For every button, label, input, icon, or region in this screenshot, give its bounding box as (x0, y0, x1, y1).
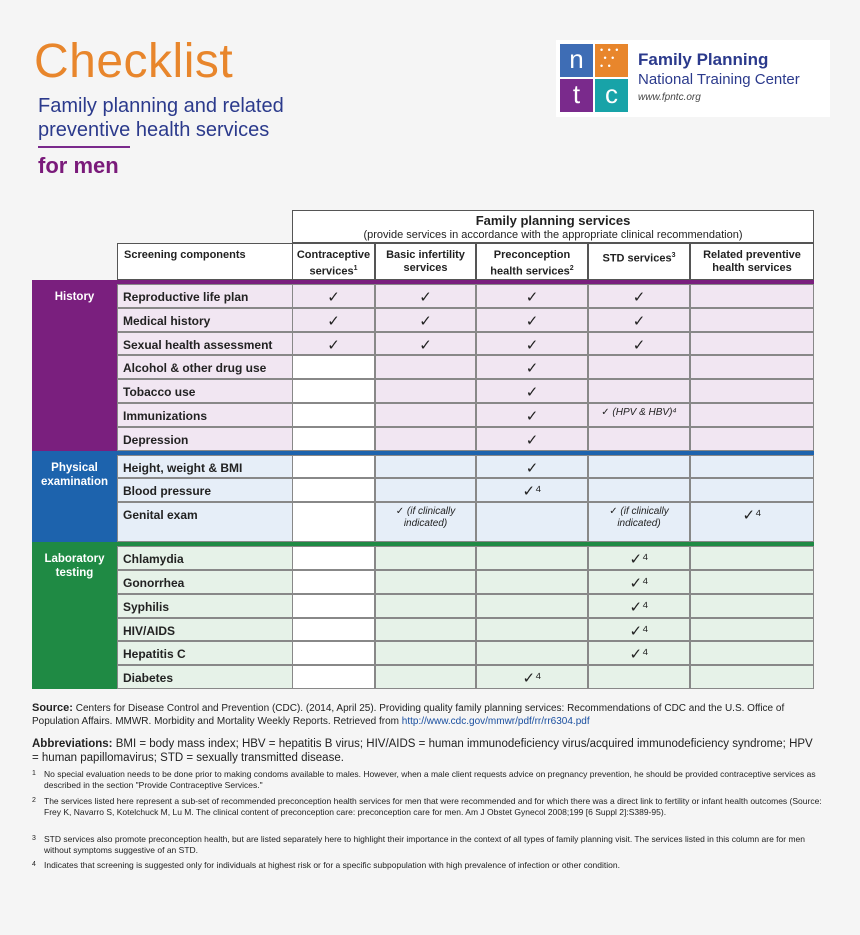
column-footnote-mark: 1 (353, 265, 358, 272)
row-label: HIV/AIDS (117, 618, 293, 642)
logo-tile-c: c (595, 79, 628, 112)
checklist-cell (588, 403, 690, 427)
column-header-label: Contraceptive services (296, 249, 371, 278)
checklist-cell (476, 308, 588, 332)
row-label: Sexual health assessment (117, 332, 293, 356)
checklist-cell (588, 332, 690, 356)
checklist-cell (588, 308, 690, 332)
column-header (476, 243, 588, 280)
column-header (690, 243, 814, 280)
footnote-text: No special evaluation needs to be done prior to making condoms available to males. However, when a male client requests advice on pregnancy prevention, he should be provided contraceptive services as described in the section "Provide Contraceptive Services." (44, 769, 816, 790)
checklist-cell (476, 502, 588, 542)
checkmark-icon: ✓ (632, 336, 646, 354)
column-header-label: Related preventive health services (703, 249, 801, 274)
checkmark-icon: ✓ (if clinically indicated) (609, 506, 669, 530)
checkmark-icon: ✓ (525, 312, 539, 330)
audience-label: for men (38, 153, 119, 178)
checklist-cell (476, 455, 588, 479)
checklist-cell (690, 502, 814, 542)
screening-components-header: Screening components (117, 243, 293, 280)
checkmark-icon: ✓⁴ (629, 575, 649, 592)
row-label: Tobacco use (117, 379, 293, 403)
checklist-cell (292, 355, 375, 379)
logo-line1: Family Planning (638, 50, 769, 69)
checkmark-icon: ✓⁴ (629, 646, 649, 664)
checklist-cell (690, 665, 814, 689)
row-label: Alcohol & other drug use (117, 355, 293, 379)
checklist-cell (588, 594, 690, 618)
column-header (292, 243, 375, 280)
checklist-cell (292, 570, 375, 594)
checklist-cell (476, 478, 588, 502)
checklist-cell (375, 284, 476, 308)
checklist-cell (292, 502, 375, 542)
checklist-cell (375, 355, 476, 379)
checklist-cell (690, 403, 814, 427)
checkmark-icon: ✓⁴ (522, 670, 542, 688)
checklist-cell (476, 618, 588, 642)
checklist-cell (588, 478, 690, 502)
checklist-cell (476, 665, 588, 689)
source-note (32, 702, 822, 728)
checklist-cell (292, 308, 375, 332)
checklist-cell (375, 332, 476, 356)
page-subtitle: Family planning and related preventive health services (38, 95, 284, 141)
checklist-cell (690, 308, 814, 332)
abbreviations-text: BMI = body mass index; HBV = hepatitis B virus; HIV/AIDS = human immunodeficiency virus/acquired immunodeficiency syndrome; HPV = human papillomavirus; STD = sexually transmitted disease. (32, 738, 813, 764)
checklist-cell (588, 355, 690, 379)
checklist-cell (476, 403, 588, 427)
group-title: Family planning services (475, 213, 631, 228)
abbreviations-note (32, 737, 822, 765)
checklist-cell (292, 665, 375, 689)
checklist-cell (375, 379, 476, 403)
logo-tile-n: n (560, 44, 593, 77)
checkmark-icon: ✓ (632, 312, 646, 330)
checklist-cell (588, 502, 690, 542)
checkmark-icon: ✓ (419, 312, 432, 330)
checklist-cell (292, 455, 375, 479)
row-label: Immunizations (117, 403, 293, 427)
checkmark-icon: ✓ (525, 431, 539, 449)
checklist-cell (476, 427, 588, 451)
checklist-cell (588, 641, 690, 665)
checklist-cell (375, 594, 476, 618)
checkmark-icon: ✓ (525, 408, 539, 425)
checkmark-icon: ✓ (HPV & HBV)⁴ (601, 407, 677, 418)
checklist-cell (690, 332, 814, 356)
footnote-text: The services listed here represent a sub-set of recommended preconception health services for men that were recommended and for which there was a direct link to fertility or infant health outcomes (Source: Frey K, Navarro S, Kotelchuck M, Lu M. The clinical content of preconception care: preconception care for men. Am J Obstet Gynecol 2008;199 [6 Suppl 2]:S389-95). (44, 796, 822, 817)
footnote-mark: 2 (32, 797, 36, 804)
column-header-label: STD services (602, 252, 672, 265)
checkmark-icon: ✓⁴ (629, 622, 649, 640)
checkmark-icon: ✓ (525, 360, 539, 378)
source-label: Source: (32, 702, 73, 714)
column-footnote-mark: 2 (569, 265, 574, 272)
checklist-cell (375, 403, 476, 427)
column-footnote-mark: 3 (671, 252, 676, 259)
checklist-cell (292, 427, 375, 451)
checkmark-icon: ✓ (632, 289, 646, 306)
footnote-mark: 3 (32, 835, 36, 842)
section-label: Physical examination (32, 455, 117, 543)
abbreviations-label: Abbreviations: (32, 738, 113, 750)
row-label: Chlamydia (117, 546, 293, 570)
checklist-cell (292, 618, 375, 642)
footnote-mark: 1 (32, 770, 36, 777)
checkmark-icon: ✓ (525, 459, 539, 477)
page-title: Checklist (34, 35, 234, 88)
footnote (32, 834, 822, 855)
footnote-mark: 4 (32, 861, 36, 868)
checklist-cell (292, 594, 375, 618)
checklist-cell (292, 478, 375, 502)
checklist-cell (690, 546, 814, 570)
checklist-cell (292, 379, 375, 403)
checklist-cell (476, 546, 588, 570)
column-header-label: Preconception health services (490, 249, 571, 278)
checklist-cell (476, 570, 588, 594)
checklist-cell (690, 284, 814, 308)
checklist-cell (588, 427, 690, 451)
checklist-cell (476, 379, 588, 403)
checklist-cell (375, 546, 476, 570)
row-label: Diabetes (117, 665, 293, 689)
checkmark-icon: ✓ (if clinically indicated) (395, 506, 456, 530)
checklist-cell (292, 546, 375, 570)
checklist-cell (690, 478, 814, 502)
checkmark-icon: ✓⁴ (742, 507, 762, 525)
checkmark-icon: ✓ (327, 336, 340, 354)
checklist-cell (588, 546, 690, 570)
checklist-cell (292, 641, 375, 665)
checklist-cell (375, 455, 476, 479)
checklist-cell (476, 594, 588, 618)
checklist-cell (690, 618, 814, 642)
column-header-label: Basic infertility services (386, 249, 465, 274)
checklist-cell (690, 594, 814, 618)
row-label: Genital exam (117, 502, 293, 542)
checklist-cell (690, 455, 814, 479)
source-link[interactable]: http://www.cdc.gov/mmwr/pdf/rr/rr6304.pdf (401, 716, 590, 727)
footnote (32, 796, 822, 817)
checklist-cell (375, 570, 476, 594)
checkmark-icon: ✓⁴ (629, 598, 649, 616)
checkmark-icon: ✓ (525, 336, 539, 354)
checklist-cell (588, 618, 690, 642)
row-label: Gonorrhea (117, 570, 293, 594)
checklist-cell (588, 570, 690, 594)
checkmark-icon: ✓ (327, 289, 340, 306)
checklist-cell (690, 427, 814, 451)
logo-tile-t: t (560, 79, 593, 112)
checkmark-icon: ✓ (419, 289, 432, 306)
footnote-text: STD services also promote preconception health, but are listed separately here to highlight their importance in the context of all types of family planning visit. The services listed in this column are for men without symptoms suggestive of an STD. (44, 834, 805, 855)
checklist-cell (690, 355, 814, 379)
row-label: Height, weight & BMI (117, 455, 293, 479)
checklist-cell (292, 332, 375, 356)
checklist-cell (375, 502, 476, 542)
section-label: Laboratory testing (32, 546, 117, 689)
row-label: Blood pressure (117, 478, 293, 502)
row-label: Reproductive life plan (117, 284, 293, 308)
checkmark-icon: ✓ (419, 336, 432, 354)
logo-dots-icon: • • • • • • • (600, 45, 620, 71)
logo-url: www.fpntc.org (638, 92, 701, 103)
footnote (32, 769, 822, 790)
checklist-cell (476, 355, 588, 379)
checklist-cell (375, 308, 476, 332)
checklist-cell (690, 379, 814, 403)
checklist-cell (588, 379, 690, 403)
title-divider (38, 146, 130, 148)
column-header (588, 243, 690, 280)
checklist-cell (375, 665, 476, 689)
checklist-cell (476, 284, 588, 308)
footnote-text: Indicates that screening is suggested only for individuals at highest risk or for a specific subpopulation with high prevalence of infection or other condition. (44, 860, 620, 870)
checklist-cell (292, 284, 375, 308)
checklist-cell (588, 455, 690, 479)
logo-line2: National Training Center (638, 71, 800, 88)
checklist-cell (375, 478, 476, 502)
checkmark-icon: ✓⁴ (629, 551, 649, 569)
row-label: Depression (117, 427, 293, 451)
checkmark-icon: ✓ (327, 312, 340, 330)
checkmark-icon: ✓⁴ (522, 483, 542, 501)
checklist-cell (292, 403, 375, 427)
checklist-cell (375, 641, 476, 665)
row-label: Hepatitis C (117, 641, 293, 665)
checklist-cell (588, 284, 690, 308)
checklist-cell (690, 641, 814, 665)
checkmark-icon: ✓ (525, 384, 539, 402)
checklist-cell (588, 665, 690, 689)
footnote (32, 860, 822, 871)
section-label: History (32, 284, 117, 451)
checklist-cell (476, 332, 588, 356)
checklist-cell (375, 427, 476, 451)
group-subtitle: (provide services in accordance with the appropriate clinical recommendation) (363, 229, 743, 241)
checklist-cell (476, 641, 588, 665)
row-label: Syphilis (117, 594, 293, 618)
checklist-cell (690, 570, 814, 594)
table-group-header (292, 210, 814, 243)
source-text: Centers for Disease Control and Prevention (CDC). (2014, April 25). Providing quality family planning services: Recommendations of CDC and the U.S. Office of Population Affairs. MMWR. Morbidity and Mortality Weekly Reports. Retrieved from (32, 703, 785, 727)
checkmark-icon: ✓ (525, 289, 539, 306)
fpntc-logo (556, 40, 830, 117)
checklist-cell (375, 618, 476, 642)
row-label: Medical history (117, 308, 293, 332)
column-header (375, 243, 476, 280)
